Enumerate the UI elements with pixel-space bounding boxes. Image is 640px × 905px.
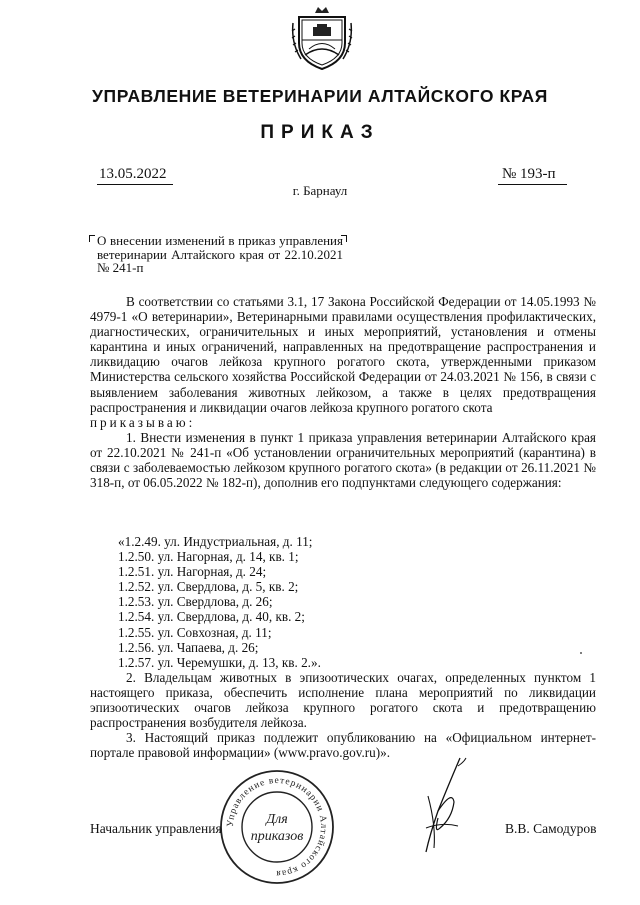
- list-item: 1.2.50. ул. Нагорная, д. 14, кв. 1;: [118, 549, 299, 565]
- list-item: 1.2.53. ул. Свердлова, д. 26;: [118, 594, 273, 610]
- item-3-paragraph: 3. Настоящий приказ подлежит опубликованию на «Официальном интернет-портале правовой информации» (www.pravo.gov.ru)».: [90, 730, 596, 761]
- stamp-center-text-2: приказов: [250, 829, 304, 844]
- list-item: 1.2.57. ул. Черемушки, д. 13, кв. 2.».: [118, 654, 321, 670]
- stamp-ring-text: Управление ветеринарии Алтайского края: [225, 775, 329, 879]
- coat-of-arms-emblem: [291, 3, 353, 71]
- organization-title: УПРАВЛЕНИЕ ВЕТЕРИНАРИИ АЛТАЙСКОГО КРАЯ: [92, 86, 548, 106]
- scan-speck: [580, 652, 582, 654]
- preamble-paragraph: В соответствии со статьями 3.1, 17 Закона Российской Федерации от 14.05.1993 № 4979-1 «О ветеринарии», Ветеринарными правилами осуществления профилактических, диагностических, ограничительных и иных мероприятий, установления и отмены карантина и иных ограничений, направленных на предотвращение распространения и ликвидацию очагов лейкоза крупного рогатого скота, утвержденными приказом Министерства сельского хозяйства Российской Федерации от 24.03.2021 № 156, в связи с выявлением заболевания животных лейкозом, а также в целях предотвращения распространения и ликвидации очагов лейкоза крупного рогатого скота: [90, 294, 596, 415]
- document-subject: О внесении изменений в приказ управления ветеринарии Алтайского края от 22.10.2021 № 241-п: [97, 233, 343, 276]
- list-item: 1.2.54. ул. Свердлова, д. 40, кв. 2;: [118, 609, 305, 625]
- list-item: 1.2.56. ул. Чапаева, д. 26;: [118, 639, 259, 655]
- official-stamp: [218, 768, 336, 886]
- list-item: «1.2.49. ул. Индустриальная, д. 11;: [118, 534, 313, 549]
- document-type-title: ПРИКАЗ: [260, 122, 380, 143]
- document-body-continued: [90, 670, 596, 761]
- subject-bracket-left: [89, 235, 95, 242]
- list-item: 1.2.55. ул. Совхозная, д. 11;: [118, 624, 272, 640]
- document-city: г. Барнаул: [292, 183, 348, 198]
- list-item: 1.2.52. ул. Свердлова, д. 5, кв. 2;: [118, 579, 299, 595]
- list-item: 1.2.51. ул. Нагорная, д. 24;: [118, 564, 267, 580]
- prikazyvayu-word: приказываю:: [90, 414, 196, 430]
- handwritten-signature: [408, 756, 468, 856]
- stamp-center-text-1: Для: [266, 812, 288, 827]
- item-1-paragraph: 1. Внести изменения в пункт 1 приказа управления ветеринарии Алтайского края от 22.10.2021 № 241-п «Об установлении ограничительных мероприятий (карантина) в связи с заболеваемостью лейкозом крупного рогатого скота» (в редакции от 26.11.2021 № 318-п, от 06.05.2022 № 182-п), дополнив его подпунктами следующего содержания:: [90, 429, 596, 491]
- document-body: [90, 294, 596, 490]
- subitems-list: [118, 534, 321, 670]
- item-2-paragraph: 2. Владельцам животных в эпизоотических очагах, определенных пунктом 1 настоящего приказа, обеспечить исполнение плана мероприятий по ликвидации эпизоотических очагов лейкоза крупного рогатого скота и предотвращению распространения возбудителя лейкоза.: [90, 670, 596, 731]
- signatory-name: В.В. Самодуров: [505, 821, 597, 836]
- document-date: 13.05.2022: [97, 166, 173, 185]
- signatory-position: Начальник управления: [90, 821, 222, 836]
- document-number: № 193-п: [498, 166, 567, 185]
